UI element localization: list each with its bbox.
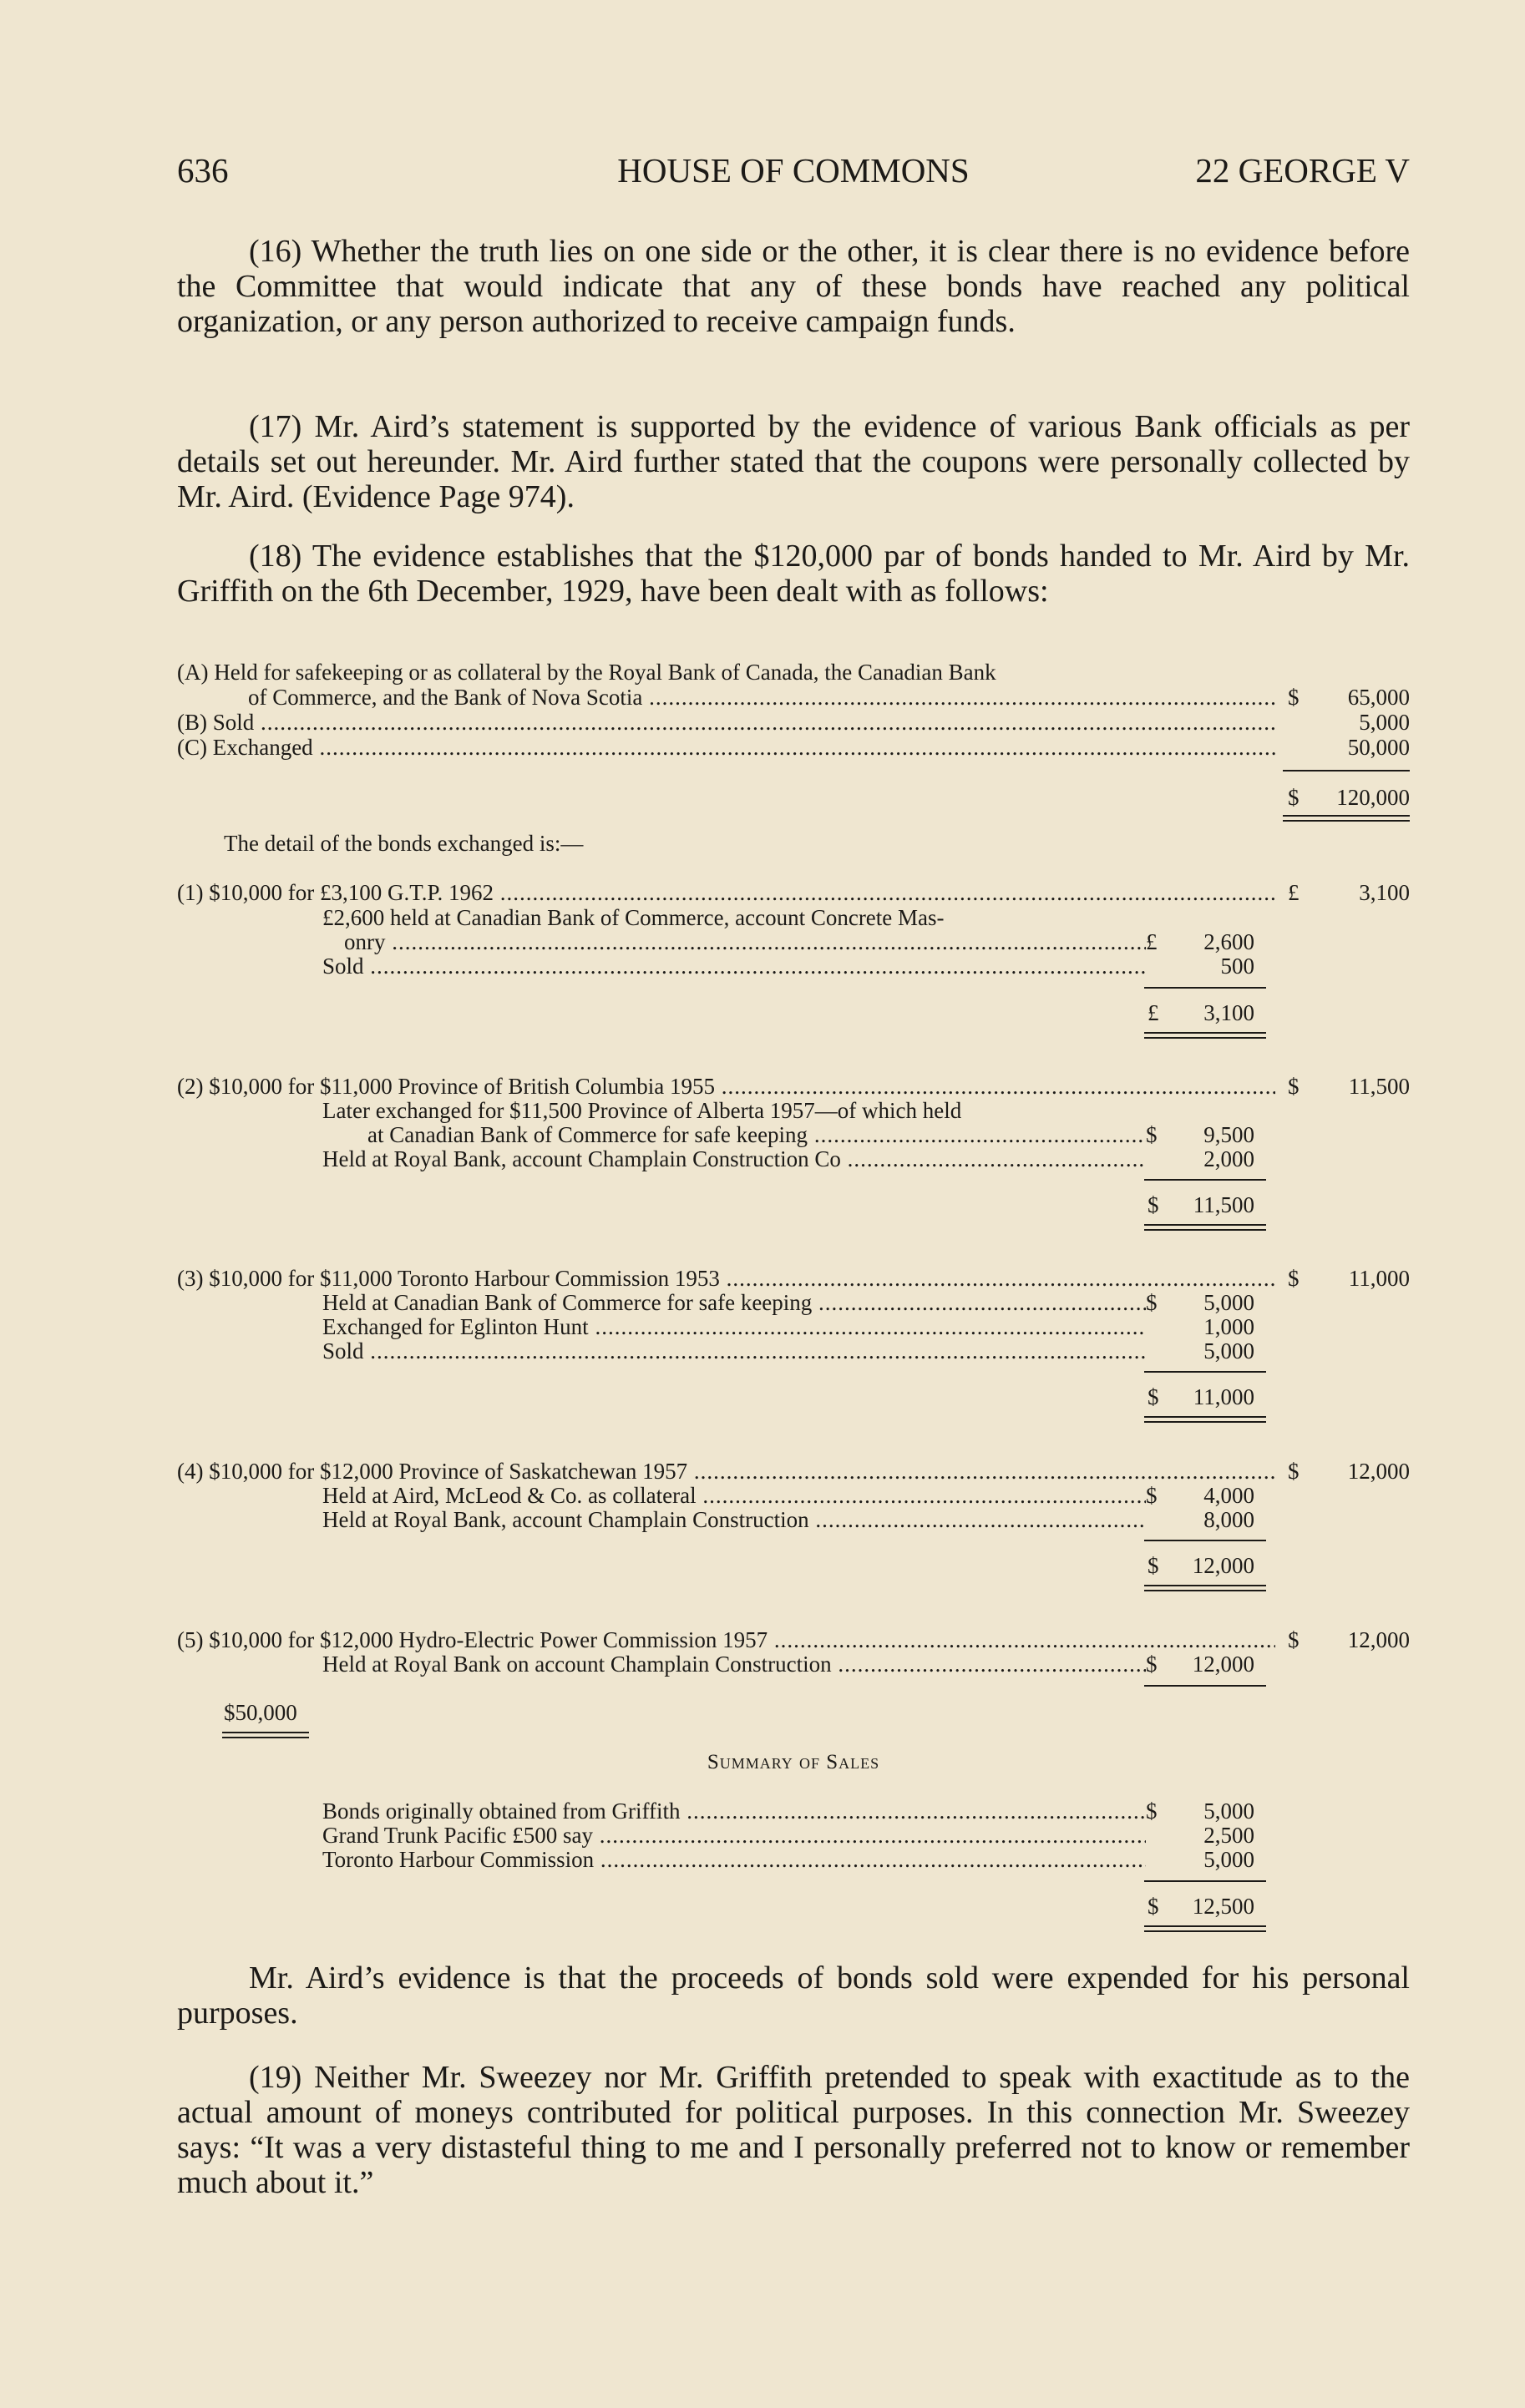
rule xyxy=(1144,1880,1266,1882)
paragraph-16: (16) Whether the truth lies on one side or the other, it is clear there is no evidence before the Committee that would indicate that any of these bonds have reached any political organization, or any person authorized to receive campaign funds. xyxy=(177,234,1410,339)
summary-row-1: Bonds originally obtained from Griffith ..... $ 5,000 xyxy=(177,1798,1410,1824)
exchange-3-sub1: Held at Canadian Bank of Commerce for safe keeping ..... $ 5,000 xyxy=(177,1290,1410,1315)
allocation-total: $ 120,000 xyxy=(1288,785,1410,810)
exchange-2-sub1: at Canadian Bank of Commerce for safe keeping ..... $ 9,500 xyxy=(177,1122,1410,1147)
double-rule xyxy=(1283,815,1410,822)
exchange-3-sub2: Exchanged for Eglinton Hunt ..... 1,000 xyxy=(177,1314,1410,1339)
exchange-4-total: $ 12,000 xyxy=(1148,1553,1254,1578)
regnal-year: 22 GEORGE V xyxy=(1195,151,1410,190)
closing-paragraph: Mr. Aird’s evidence is that the proceeds of bonds sold were expended for his personal purposes. xyxy=(177,1960,1410,2031)
exchange-2: (2) $10,000 for $11,000 Province of British Columbia 1955 ..... $ 11,500 xyxy=(177,1074,1410,1099)
allocation-a-line1: (A) Held for safekeeping or as collateral by the Royal Bank of Canada, the Canadian Bank xyxy=(177,660,996,685)
page-number: 636 xyxy=(177,151,229,190)
exchange-2-sub2: Held at Royal Bank, account Champlain Construction Co ..... 2,000 xyxy=(177,1146,1410,1171)
summary-row-2: Grand Trunk Pacific £500 say ..... 2,500 xyxy=(177,1823,1410,1848)
exchange-1-sub1: onry ..... £ 2,600 xyxy=(177,929,1410,954)
exchange-5: (5) $10,000 for $12,000 Hydro-Electric Power Commission 1957 ..... $ 12,000 xyxy=(177,1627,1410,1652)
exchange-1-total: £ 3,100 xyxy=(1148,1000,1254,1025)
rule xyxy=(1144,1685,1266,1687)
exchange-3: (3) $10,000 for $11,000 Toronto Harbour Commission 1953 ..... $ 11,000 xyxy=(177,1266,1410,1291)
exchange-3-total: $ 11,000 xyxy=(1148,1384,1254,1409)
double-rule xyxy=(222,1732,309,1738)
double-rule xyxy=(1144,1224,1266,1231)
exchange-1-sub1-line1: £2,600 held at Canadian Bank of Commerce, account Concrete Mas- xyxy=(322,905,945,930)
exchange-1-sub2: Sold ..... 500 xyxy=(177,954,1410,979)
page-header xyxy=(177,150,1410,200)
exchange-2-total: $ 11,500 xyxy=(1148,1192,1254,1217)
summary-title: Summary of Sales xyxy=(707,1751,880,1773)
rule xyxy=(1144,1540,1266,1541)
paragraph-18: (18) The evidence establishes that the $120,000 par of bonds handed to Mr. Aird by Mr. Griffith on the 6th December, 1929, have been dealt with as follows: xyxy=(177,539,1410,609)
rule xyxy=(1283,770,1410,771)
summary-row-3: Toronto Harbour Commission ..... 5,000 xyxy=(177,1847,1410,1872)
allocation-c: (C) Exchanged ..... 50,000 xyxy=(177,735,1410,760)
exchange-grand-total: $50,000 xyxy=(224,1700,297,1725)
allocation-a: of Commerce, and the Bank of Nova Scotia ..... $ 65,000 xyxy=(177,685,1410,710)
double-rule xyxy=(1144,1925,1266,1932)
paragraph-17: (17) Mr. Aird’s statement is supported by the evidence of various Bank officials as per details set out hereunder. Mr. Aird further stated that the coupons were personally collected by Mr. Aird. (Evidence Page 974). xyxy=(177,409,1410,514)
allocation-b: (B) Sold ..... 5,000 xyxy=(177,710,1410,735)
rule xyxy=(1144,1179,1266,1181)
exchange-2-sub1-line1: Later exchanged for $11,500 Province of Alberta 1957—of which held xyxy=(322,1098,962,1123)
exchange-1: (1) $10,000 for £3,100 G.T.P. 1962 ..... £ 3,100 xyxy=(177,880,1410,905)
summary-total: $ 12,500 xyxy=(1148,1894,1254,1919)
exchange-5-sub1: Held at Royal Bank on account Champlain Construction ..... $ 12,000 xyxy=(177,1652,1410,1677)
double-rule xyxy=(1144,1585,1266,1591)
detail-intro: The detail of the bonds exchanged is:— xyxy=(224,831,584,856)
rule xyxy=(1144,1371,1266,1373)
exchange-4: (4) $10,000 for $12,000 Province of Saskatchewan 1957 ..... $ 12,000 xyxy=(177,1459,1410,1484)
double-rule xyxy=(1144,1032,1266,1039)
running-title: HOUSE OF COMMONS xyxy=(617,151,970,190)
paragraph-19: (19) Neither Mr. Sweezey nor Mr. Griffith pretended to speak with exactitude as to the actual amount of moneys contributed for political purposes. In this connection Mr. Sweezey says: “It was a very distasteful thing to me and I personally preferred not to know or remember much about it.” xyxy=(177,2060,1410,2200)
rule xyxy=(1144,987,1266,989)
exchange-3-sub3: Sold ..... 5,000 xyxy=(177,1338,1410,1363)
exchange-4-sub2: Held at Royal Bank, account Champlain Construction ..... 8,000 xyxy=(177,1507,1410,1532)
double-rule xyxy=(1144,1416,1266,1423)
exchange-4-sub1: Held at Aird, McLeod & Co. as collateral ..... $ 4,000 xyxy=(177,1483,1410,1508)
